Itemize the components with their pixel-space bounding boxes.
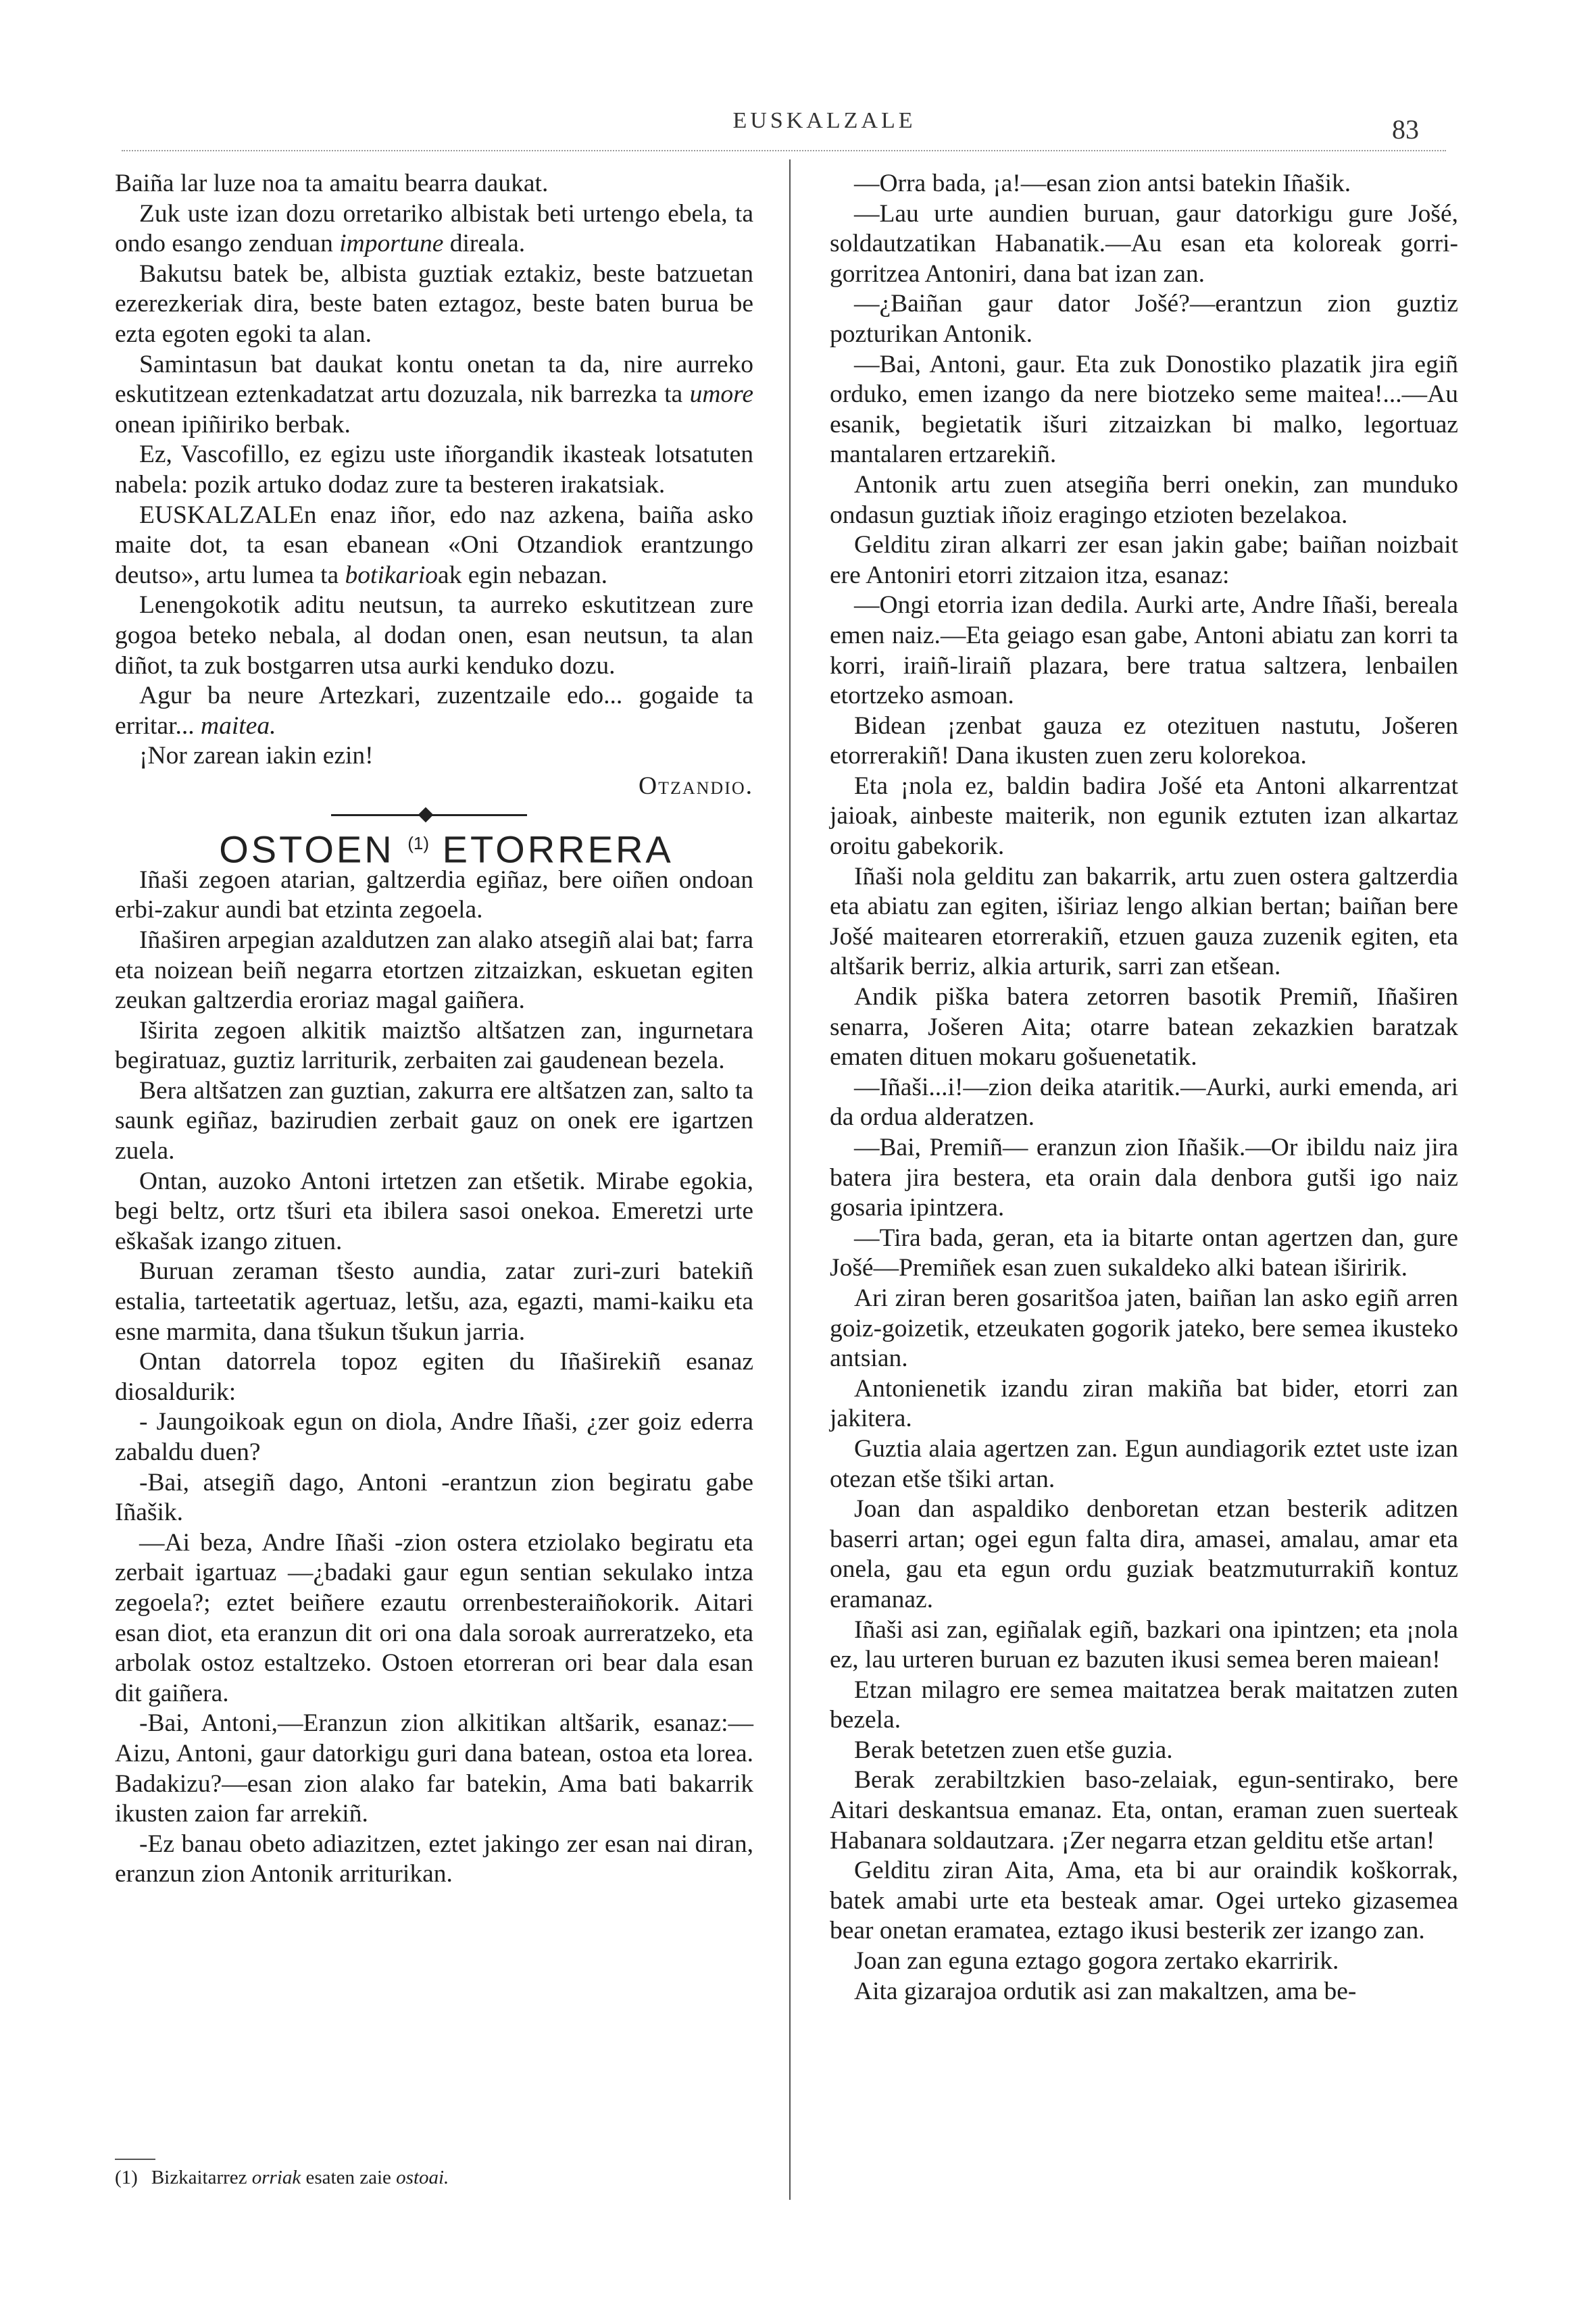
page-number: 83 [1392, 114, 1419, 145]
paragraph: Ontan, auzoko Antoni irtetzen zan etšetik. Mirabe egokia, begi beltz, ortz tšuri eta ibilera sasoi onekoa. Emeretzi urte eškašak izango zituen. [115, 1167, 753, 1255]
paragraph: —Iñaši...i!—zion deika ataritik.—Aurki, aurki emenda, ari da ordua alderatzen. [830, 1073, 1458, 1132]
paragraph: Iñaši asi zan, egiñalak egiñ, bazkari ona ipintzen; eta ¡nola ez, lau urteren buruan ez bazuten ikusi semea beren maiean! [830, 1615, 1458, 1674]
italic-word: maitea. [201, 711, 276, 740]
paragraph: Zuk uste izan dozu orretariko albistak beti urtengo ebela, ta ondo esango zenduan importune direala. [115, 199, 753, 258]
column-divider [789, 159, 791, 2200]
italic-word: importune [339, 230, 444, 258]
paragraph: —Bai, Antoni, gaur. Eta zuk Donostiko plazatik jira egiñ orduko, emen izango da nere biotzeko seme maitea!...—Au esanik, begietatik išuri zitzaizkan bi malko, legortuaz mantalaren ertzarekiñ. [830, 350, 1458, 469]
footnote-reference: (1) [407, 833, 430, 854]
paragraph: - Jaungoikoak egun on diola, Andre Iñaši, ¿zer goiz ederra zabaldu duen? [115, 1408, 753, 1466]
paragraph: -Bai, atsegiñ dago, Antoni -erantzun zion begiratu gabe Iñašik. [115, 1468, 753, 1527]
paragraph: Iñaši nola gelditu zan bakarrik, artu zuen ostera galtzerdia eta abiatu zan egiten, iširiaz lengo alkian bertan; baiñan bere Jošé maitearen etorrerakiñ, etzuen gauza zuzenik egiten, eta altšarik berriz, alkia arturik, sarri zan etšean. [830, 862, 1458, 981]
paragraph: Iñaši zegoen atarian, galtzerdia egiñaz, bere oiñen ondoan erbi-zakur aundi bat etzinta zegoela. [115, 865, 753, 924]
paragraph: Bakutsu batek be, albista guztiak eztakiz, beste batzuetan ezerezkeriak dira, beste baten eztagoz, beste baten burua be ezta egoten egoki ta alan. [115, 259, 753, 348]
paragraph: Iširita zegoen alkitik maiztšo altšatzen zan, ingurnetara begiratuaz, guztiz larriturik, zerbaiten zai gaudenean bezela. [115, 1016, 753, 1075]
paragraph: -Ez banau obeto adiazitzen, eztet jakingo zer esan nai diran, eranzun zion Antonik arriturikan. [115, 1830, 753, 1888]
paragraph: —¿Baiñan gaur dator Jošé?—erantzun zion guztiz pozturikan Antonik. [830, 290, 1458, 348]
paragraph: Antonienetik izandu ziran makiña bat bider, etorri zan jakitera. [830, 1374, 1458, 1433]
paragraph: Ontan datorrela topoz egiten du Iñaširekiñ esanaz diosaldurik: [115, 1348, 753, 1406]
italic-word: botikario [345, 561, 439, 589]
running-header-title: EUSKALZALE [732, 108, 916, 133]
paragraph: Eta ¡nola ez, baldin badira Jošé eta Antoni alkarrentzat jaioak, ainbeste maiterik, non egunik eztuten izan alkartaz oroitu gabekorik. [830, 772, 1458, 861]
paragraph: -Bai, Antoni,—Eranzun zion alkitikan altšarik, esanaz:—Aizu, Antoni, gaur datorkigu guri dana batean, ostoa eta lorea. Badakizu?—esan zion alako far batekin, Ama bati bakarrik ikusten zaion far arrekiñ. [115, 1709, 753, 1828]
paragraph: Andik piška batera zetorren basotik Premiñ, Iñaširen senarra, Jošeren Aita; otarre batean zekazkien baratzak ematen dituen mokaru gošuenetatik. [830, 983, 1458, 1072]
separator-ornament-icon [418, 807, 434, 823]
paragraph: —Ai beza, Andre Iñaši -zion ostera etziolako begiratu eta zerbait igartuaz —¿badaki gaur egun sentian sekulako intza zegoela?; eztet beiñere ezautu orrenbesteraiñokorik. Aitari esan diot, eta eranzun dit ori ona dala soroak aurreratzeko, eta arbolak ostoz estaltzeko. Ostoen etorreran ori bear dala esan dit gaiñera. [115, 1528, 753, 1707]
paragraph: —Ongi etorria izan dedila. Aurki arte, Andre Iñaši, bereala emen naiz.—Eta geiago esan gabe, Antoni abiatu zan korri ta korri, iraiñ-liraiñ plazara, bere tratua saltzera, lenbailen etortzeko asmoan. [830, 591, 1458, 710]
paragraph: —Lau urte aundien buruan, gaur datorkigu gure Jošé, soldautzatikan Habanatik.—Au esan eta koloreak gorri-gorritzea Antoniri, dana bat izan zan. [830, 199, 1458, 288]
paragraph: —Tira bada, geran, eta ia bitarte ontan agertzen dan, gure Jošé—Premiñek esan zuen sukaldeko alki batean iširirik. [830, 1224, 1458, 1282]
paragraph: Etzan milagro ere semea maitatzea berak maitatzen zuten bezela. [830, 1676, 1458, 1734]
paragraph: —Orra bada, ¡a!—esan zion antsi batekin Iñašik. [854, 170, 1351, 197]
section-separator [115, 801, 753, 828]
left-column [115, 169, 753, 1890]
paragraph: ¡Nor zarean iakin ezin! [139, 742, 374, 770]
paragraph: Ez, Vascofillo, ez egizu uste iñorgandik ikasteak lotsatuten nabela: pozik artuko dodaz zure ta besteren irakatsiak. [115, 441, 753, 499]
section-title: OSTOEN $^{(1)}$ ETORRERA [219, 828, 674, 872]
paragraph: Gelditu ziran alkarri zer esan jakin gabe; baiñan noizbait ere Antoniri etorri zitzaion itza, esanaz: [830, 531, 1458, 589]
paragraph: Gelditu ziran Aita, Ama, eta bi aur oraindik koškorrak, batek amabi urte eta besteak amar. Ogei urteko gizasemea bear onetan eramatea, eztago ikusi besterik zer izango zan. [830, 1857, 1458, 1945]
paragraph: Joan zan eguna eztago gogora zertako ekarririk. [854, 1947, 1339, 1976]
paragraph: Baiña lar luze noa ta amaitu bearra daukat. [115, 170, 549, 197]
footnote: (1) Bizkaitarrez orriak esaten zaie ostoai. [115, 2167, 449, 2188]
footnote-rule [115, 2159, 155, 2160]
paragraph: —Bai, Premiñ— eranzun zion Iñašik.—Or ibildu naiz jira batera jira bestera, eta orain dala denbora gutši igo naiz gosaria ipintzera. [830, 1134, 1458, 1222]
header-rule [122, 150, 1446, 151]
right-column [830, 169, 1458, 2007]
paragraph: Agur ba neure Artezkari, zuzentzaile edo... gogaide ta erritar... maitea. [115, 682, 753, 740]
footnote-mark: (1) [115, 2167, 138, 2188]
paragraph: Buruan zeraman tšesto aundia, zatar zuri-zuri batekiñ estalia, tarteetatik agertuaz, letšu, aza, egazti, mami-kaiku eta esne marmita, dana tšukun tšukun jarria. [115, 1257, 753, 1346]
paragraph: Samintasun bat daukat kontu onetan ta da, nire aurreko eskutitzean eztenkadatzat artu dozuzala, nik barrezka ta umore onean ipiñiriko berbak. [115, 350, 753, 438]
paragraph: Berak betetzen zuen etše guzia. [854, 1736, 1173, 1764]
paragraph: Berak zerabiltzkien baso-zelaiak, egun-sentirako, bere Aitari deskantsua emanaz. Eta, ontan, eraman zuen suerteak Habanara soldautzara. ¡Zer negarra etzan gelditu etše artan! [830, 1766, 1458, 1855]
paragraph: Ari ziran beren gosaritšoa jaten, baiñan lan asko egiñ arren goiz-goizetik, etzeukaten gogorik jateko, bere semea ikusteko antsian. [830, 1284, 1458, 1373]
paragraph: Bidean ¡zenbat gauza ez otezituen nastutu, Jošeren etorrerakiñ! Dana ikusten zuen zeru kolorekoa. [830, 711, 1458, 770]
paragraph: Lenengokotik aditu neutsun, ta aurreko eskutitzean zure gogoa beteko nebala, al dodan onen, esan neutsun, ta alan diñot, ta zuk bostgarren utsa aurki kenduko dozu. [115, 591, 753, 680]
author-signature: Otzandio. [639, 772, 753, 800]
paragraph: EUSKALZALEn enaz iñor, edo naz azkena, baiña asko maite dot, ta esan ebanean «Oni Otzandiok erantzungo deutso», artu lumea ta botikarioak egin nebazan. [115, 501, 753, 589]
paragraph: Iñaširen arpegian azaldutzen zan alako atsegiñ alai bat; farra eta noizean beiñ negarra etortzen zitzaizkan, eskuetan egiten zeukan galtzerdia eroriaz magal gaiñera. [115, 926, 753, 1015]
paragraph: Bera altšatzen zan guztian, zakurra ere altšatzen zan, salto ta saunk egiñaz, bazirudien zerbait gauz on onek ere igartzen zuela. [115, 1076, 753, 1165]
paragraph: Guztia alaia agertzen zan. Egun aundiagorik eztet uste izan otezan etše tšiki artan. [830, 1434, 1458, 1493]
paragraph: Joan dan aspaldiko denboretan etzan besterik aditzen baserri artan; ogei egun falta dira, amasei, amalau, amar eta onela, gau eta egun ordu guziak beatzmuturrakiñ kontuz eramanaz. [830, 1495, 1458, 1613]
italic-word: umore [689, 380, 753, 409]
paragraph: Aita gizarajoa ordutik asi zan makaltzen, ama be- [854, 1977, 1357, 2005]
paragraph: Antonik artu zuen atsegiña berri onekin, zan munduko ondasun guztiak iñoiz eragingo etzioten bezelakoa. [830, 470, 1458, 529]
